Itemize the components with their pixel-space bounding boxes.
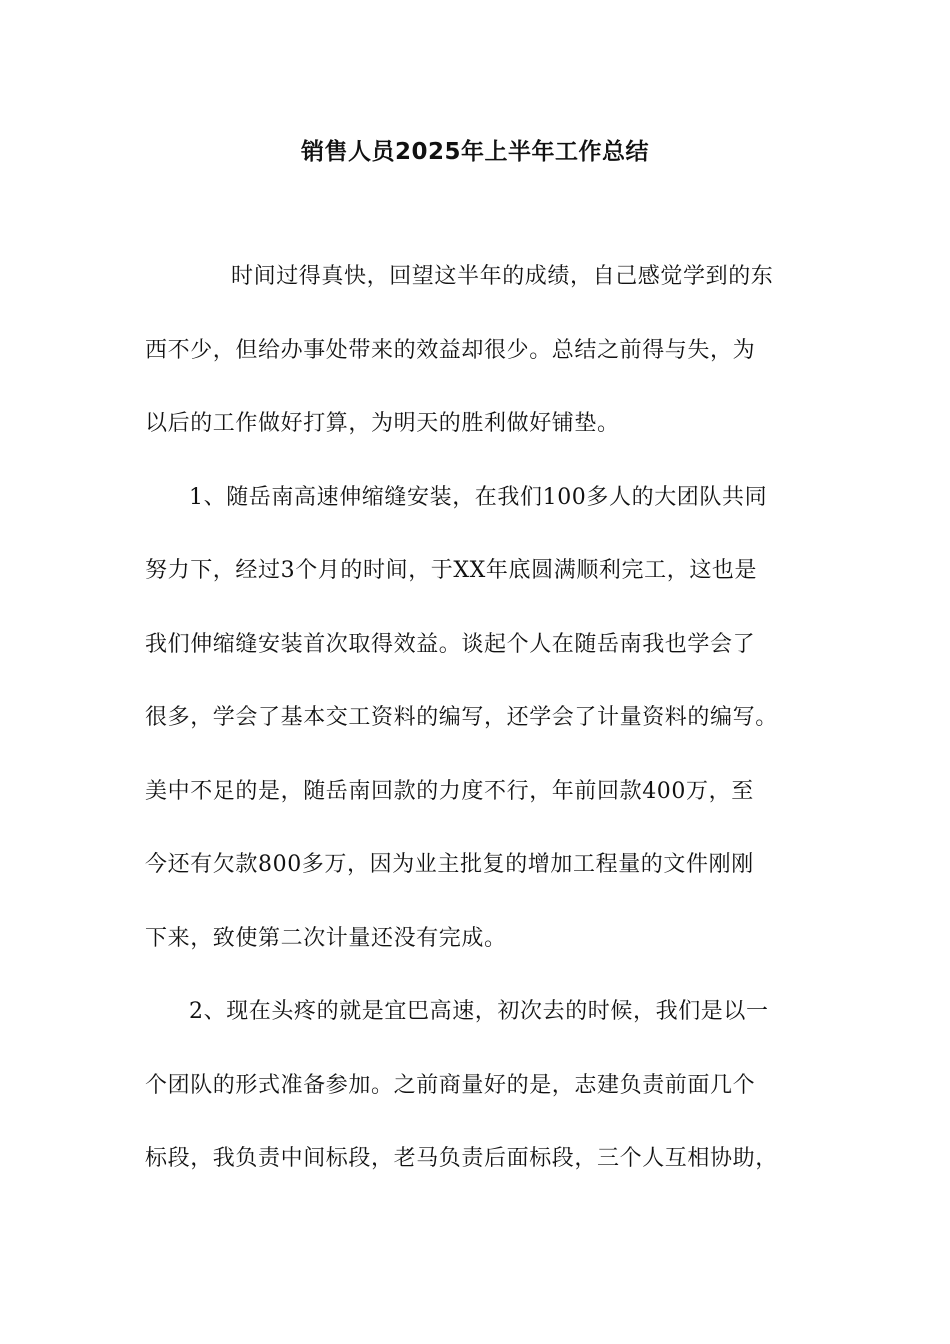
paragraph-3-line-2: 个团队的形式准备参加。之前商量好的是，志建负责前面几个 (145, 1072, 756, 1098)
paragraph-2-line-2: 努力下，经过3个月的时间，于XX年底圆满顺利完工，这也是 (145, 558, 758, 583)
paragraph-1-line-2: 西不少，但给办事处带来的效益却很少。总结之前得与失，为 (145, 337, 756, 363)
paragraph-2-line-1: 1、随岳南高速伸缩缝安装，在我们100多人的大团队共同 (189, 484, 768, 510)
paragraph-2-line-5: 美中不足的是，随岳南回款的力度不行，年前回款400万，至 (145, 778, 754, 804)
paragraph-1-line-1: 时间过得真快，回望这半年的成绩，自己感觉学到的东 (231, 264, 774, 289)
document-title: 销售人员2025年上半年工作总结 (300, 139, 649, 165)
paragraph-3-line-1: 2、现在头疼的就是宜巴高速，初次去的时候，我们是以一 (189, 999, 769, 1024)
paragraph-2-line-7: 下来，致使第二次计量还没有完成。 (145, 925, 507, 951)
paragraph-2-line-4: 很多，学会了基本交工资料的编写，还学会了计量资料的编写。 (145, 705, 778, 730)
paragraph-2-line-3: 我们伸缩缝安装首次取得效益。谈起个人在随岳南我也学会了 (145, 631, 756, 657)
paragraph-2-line-6: 今还有欠款800多万，因为业主批复的增加工程量的文件刚刚 (145, 852, 754, 877)
paragraph-3-line-3: 标段，我负责中间标段，老马负责后面标段，三个人互相协助， (145, 1146, 778, 1171)
paragraph-1-line-3: 以后的工作做好打算，为明天的胜利做好铺垫。 (145, 411, 620, 436)
document-body (145, 257, 807, 1213)
